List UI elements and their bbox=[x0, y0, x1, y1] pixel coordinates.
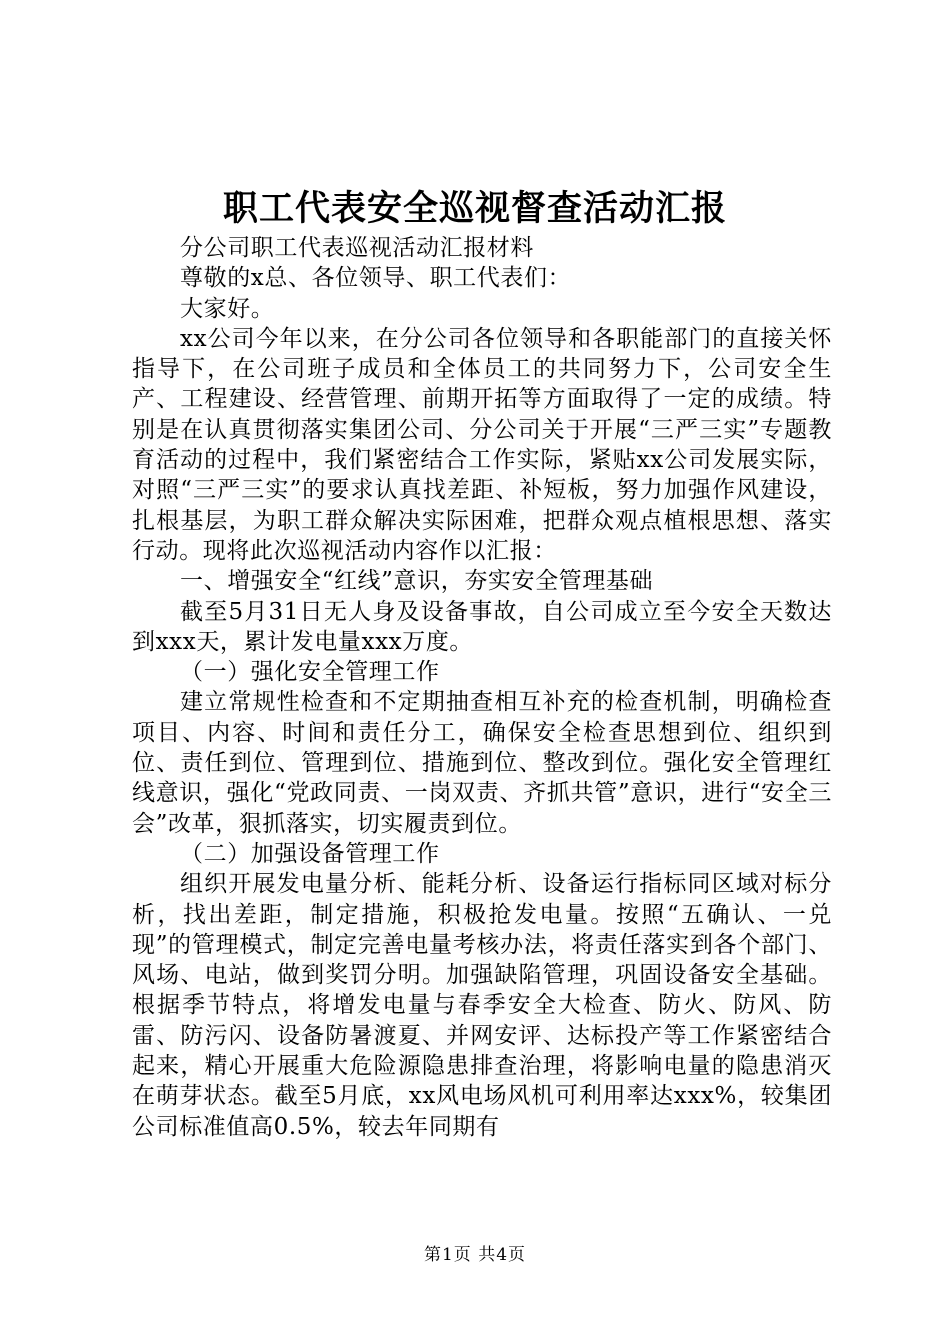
section-heading-1: 一、增强安全“红线”意识，夯实安全管理基础 bbox=[180, 568, 654, 595]
paragraph-salutation: 尊敬的x总、各位领导、职工代表们： bbox=[180, 265, 572, 292]
paragraph-safety-management: 建立常规性检查和不定期抽查相互补充的检查机制，明确检查项目、内容、时间和责任分工，确保安全检查思想到位、组织到位、责任到位、管理到位、措施到位、整改到位。强化安全管理红线意识，强化“党政同责、一岗双责、齐抓共管”意识，进行“安全三会”改革，狠抓落实，切实履责到位。 bbox=[132, 689, 832, 837]
paragraph-safety-stats: 截至5月31日无人身及设备事故，自公司成立至今安全天数达到xxx天，累计发电量xxx万度。 bbox=[132, 598, 832, 655]
subsection-heading-1: （一）强化安全管理工作 bbox=[180, 659, 440, 686]
paragraph-intro: xx公司今年以来，在分公司各位领导和各职能部门的直接关怀指导下，在公司班子成员和全体员工的共同努力下，公司安全生产、工程建设、经营管理、前期开拓等方面取得了一定的成绩。特别是在认真贯彻落实集团公司、分公司关于开展“三严三实”专题教育活动的过程中，我们紧密结合工作实际，紧贴xx公司发展实际，对照“三严三实”的要求认真找差距、补短板，努力加强作风建设，扎根基层，为职工群众解决实际困难，把群众观点植根思想、落实行动。现将此次巡视活动内容作以汇报： bbox=[132, 325, 832, 564]
paragraph-greeting: 大家好。 bbox=[180, 295, 275, 322]
subsection-heading-2: （二）加强设备管理工作 bbox=[180, 840, 440, 867]
paragraph-subject: 分公司职工代表巡视活动汇报材料 bbox=[180, 235, 534, 261]
page-footer: 第1页 共4页 bbox=[423, 1245, 527, 1265]
document-body bbox=[132, 233, 832, 1142]
document-title: 职工代表安全巡视督查活动汇报 bbox=[222, 189, 727, 229]
paragraph-equipment-management: 组织开展发电量分析、能耗分析、设备运行指标同区域对标分析，找出差距，制定措施，积极抢发电量。按照“五确认、一兑现”的管理模式，制定完善电量考核办法，将责任落实到各个部门、风场、电站，做到奖罚分明。加强缺陷管理，巩固设备安全基础。根据季节特点，将增发电量与春季安全大检查、防火、防风、防雷、防污闪、设备防暑渡夏、并网安评、达标投产等工作紧密结合起来，精心开展重大危险源隐患排查治理，将影响电量的隐患消灭在萌芽状态。截至5月底，xx风电场风机可利用率达xxx%，较集团公司标准值高0.5%，较去年同期有 bbox=[132, 871, 832, 1140]
